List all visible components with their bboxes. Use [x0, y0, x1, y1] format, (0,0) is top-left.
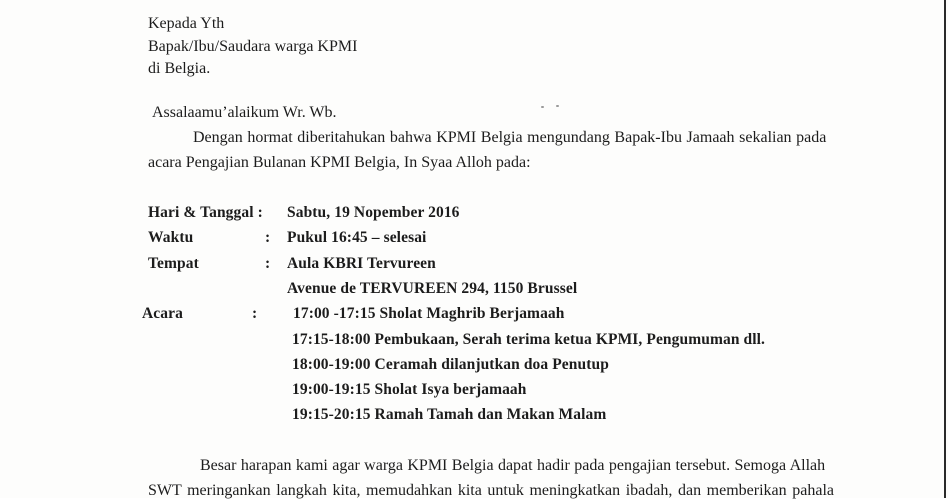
address-line-3: di Belgia. — [148, 60, 211, 77]
closing-line-2: SWT meringankan langkah kita, memudahkan kita untuk meningkatkan ibadah, dan memberikan pahala — [148, 482, 834, 499]
intro-line-2: acara Pengajian Bulanan KPMI Belgia, In Syaa Alloh pada: — [148, 154, 531, 171]
time-colon: : — [265, 229, 271, 246]
address-line-1: Kepada Yth — [148, 15, 225, 32]
place-label: Tempat — [148, 255, 199, 272]
place-value: Aula KBRI Tervureen — [287, 255, 436, 272]
closing-line-1: Besar harapan kami agar warga KPMI Belgia dapat hadir pada pengajian tersebut. Semoga Allah — [200, 457, 826, 474]
date-value: Sabtu, 19 Nopember 2016 — [287, 204, 460, 221]
event-label: Acara — [142, 305, 183, 322]
intro-line-1: Dengan hormat diberitahukan bahwa KPMI Belgia mengundang Bapak-Ibu Jamaah sekalian pada — [193, 129, 827, 146]
place-colon: : — [265, 255, 271, 272]
time-label: Waktu — [148, 229, 194, 246]
date-label: Hari & Tanggal : — [148, 204, 263, 221]
scan-speck — [541, 106, 544, 108]
scan-speck — [556, 105, 559, 107]
place-address: Avenue de TERVUREEN 294, 1150 Brussel — [287, 280, 578, 297]
event-colon: : — [252, 305, 258, 322]
agenda-item-3: 18:00-19:00 Ceramah dilanjutkan doa Penutup — [292, 356, 609, 373]
time-value: Pukul 16:45 – selesai — [287, 229, 427, 246]
greeting: Assalaamu’alaikum Wr. Wb. — [152, 104, 337, 121]
agenda-item-1: 17:00 -17:15 Sholat Maghrib Berjamaah — [293, 305, 565, 322]
address-line-2: Bapak/Ibu/Saudara warga KPMI — [148, 38, 358, 55]
scan-edge-line — [944, 0, 946, 498]
agenda-item-2: 17:15-18:00 Pembukaan, Serah terima ketua KPMI, Pengumuman dll. — [292, 331, 766, 348]
agenda-item-4: 19:00-19:15 Sholat Isya berjamaah — [292, 381, 527, 398]
agenda-item-5: 19:15-20:15 Ramah Tamah dan Makan Malam — [292, 406, 607, 423]
